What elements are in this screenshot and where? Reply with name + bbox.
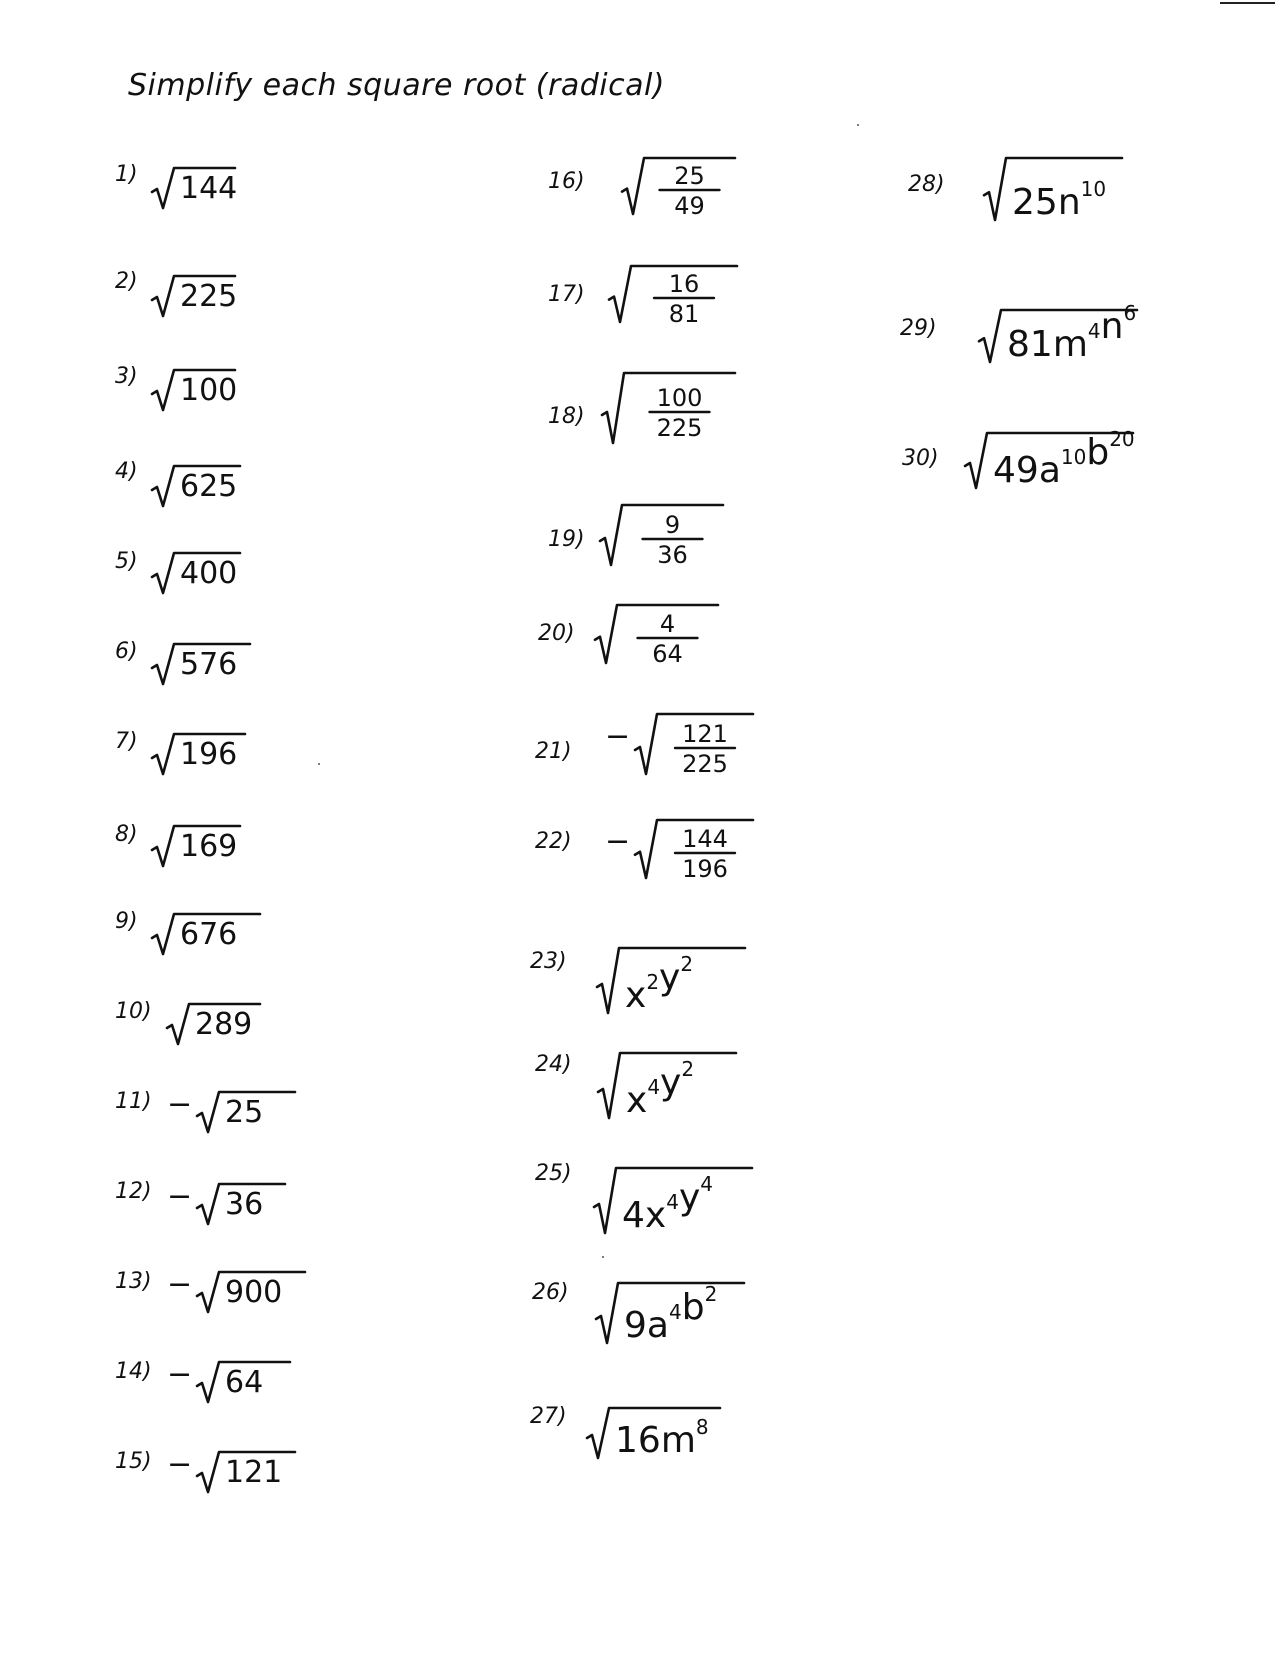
radicand: 900 [225, 1275, 283, 1310]
problem-number: 5) [115, 549, 138, 574]
radicand [626, 1057, 694, 1121]
numerator: 144 [682, 825, 728, 853]
radicand: 121 [225, 1455, 283, 1490]
denominator: 64 [652, 640, 683, 668]
numerator: 121 [682, 720, 728, 748]
minus-sign: − [605, 719, 631, 754]
problem-number: 20) [538, 621, 575, 646]
radicand [993, 427, 1135, 491]
coefficient: 9 [624, 1305, 647, 1346]
denominator: 81 [668, 300, 700, 328]
exponent: 4 [668, 1300, 682, 1324]
minus-sign: − [167, 1357, 193, 1392]
problem-number: 25) [535, 1161, 572, 1186]
radicand: 64 [225, 1365, 264, 1400]
problem-number: 11) [115, 1089, 152, 1114]
radical-expression [982, 150, 1142, 242]
radical-expression [600, 365, 755, 465]
radicand: 196 [180, 737, 238, 772]
radical-expression [150, 906, 280, 976]
numerator: 9 [664, 511, 681, 539]
exponent: 4 [1087, 319, 1101, 343]
radicand: 36 [225, 1187, 264, 1222]
minus-sign: − [167, 1179, 193, 1214]
radical-expression [593, 597, 738, 685]
problem-number: 27) [530, 1404, 567, 1429]
radical-expression [585, 1400, 740, 1480]
radicand: 100 [180, 373, 238, 408]
radical-expression [620, 150, 755, 236]
exponent: 6 [1123, 301, 1137, 325]
radical-expression [963, 425, 1153, 510]
scan-speck [857, 124, 859, 126]
numerator: 100 [656, 384, 703, 412]
denominator: 225 [656, 414, 703, 442]
variable: m [1052, 324, 1088, 365]
radical-expression [594, 1275, 764, 1365]
problem-number: 18) [548, 404, 585, 429]
minus-sign: − [167, 1447, 193, 1482]
problem-number: 10) [115, 999, 152, 1024]
problem-number: 2) [115, 269, 138, 294]
exponent: 8 [695, 1415, 709, 1439]
radicand: 625 [180, 469, 238, 504]
radical-expression [150, 726, 265, 796]
coefficient: 81 [1007, 324, 1053, 365]
variable: b [681, 1287, 705, 1328]
problem-number: 21) [535, 739, 572, 764]
radical-expression [150, 268, 255, 338]
variable: m [660, 1420, 696, 1461]
radical-expression [150, 160, 255, 230]
radical-expression [607, 258, 757, 344]
problem-number: 12) [115, 1179, 152, 1204]
variable: x [626, 1080, 648, 1121]
minus-sign: − [605, 824, 631, 859]
radicand [1012, 177, 1106, 223]
problem-number: 26) [532, 1280, 569, 1305]
radical-expression [150, 545, 260, 615]
problem-number: 7) [115, 729, 138, 754]
minus-sign: − [167, 1087, 193, 1122]
exponent: 20 [1109, 427, 1135, 451]
radicand: 676 [180, 917, 238, 952]
variable: n [1100, 306, 1124, 347]
variable: x [644, 1195, 667, 1236]
exponent: 10 [1060, 445, 1087, 469]
exponent: 2 [704, 1282, 718, 1306]
exponent: 4 [700, 1172, 713, 1196]
variable: y [678, 1177, 701, 1218]
radical-expression [598, 497, 743, 587]
radical-expression [150, 636, 270, 706]
radical-expression [633, 812, 773, 900]
denominator: 49 [674, 192, 705, 220]
coefficient: 16 [615, 1420, 661, 1461]
radicand: 289 [195, 1007, 253, 1042]
radical-expression [195, 1176, 305, 1246]
variable: a [646, 1305, 669, 1346]
radical-expression [195, 1444, 315, 1514]
radicand [615, 1415, 709, 1461]
exponent: 4 [666, 1190, 679, 1214]
variable: x [625, 975, 647, 1016]
coefficient: 4 [622, 1195, 645, 1236]
radicand [624, 1282, 717, 1346]
coefficient: 25 [1012, 182, 1058, 223]
problem-number: 19) [548, 527, 585, 552]
radical-expression [592, 1160, 772, 1255]
minus-sign: − [167, 1267, 193, 1302]
radical-expression [633, 706, 773, 796]
numerator: 25 [674, 162, 705, 190]
exponent: 10 [1080, 177, 1107, 201]
denominator: 36 [657, 541, 688, 569]
problem-number: 6) [115, 639, 138, 664]
problem-number: 1) [115, 162, 138, 187]
problem-number: 28) [908, 172, 945, 197]
problem-number: 3) [115, 364, 138, 389]
problem-number: 30) [902, 446, 939, 471]
problem-number: 16) [548, 169, 585, 194]
radicand: 576 [180, 647, 238, 682]
radical-expression [195, 1264, 325, 1334]
exponent: 2 [680, 952, 694, 976]
radical-expression [595, 940, 765, 1035]
problem-number: 17) [548, 282, 585, 307]
problem-number: 15) [115, 1449, 152, 1474]
radicand: 225 [180, 279, 238, 314]
exponent: 2 [646, 970, 660, 994]
worksheet-title: Simplify each square root (radical) [128, 68, 666, 103]
radical-expression [165, 996, 280, 1066]
exponent: 2 [681, 1057, 695, 1081]
scan-edge-mark [1220, 2, 1275, 4]
problem-number: 13) [115, 1269, 152, 1294]
radical-expression [977, 302, 1157, 384]
scan-speck [602, 1256, 604, 1258]
radical-expression [195, 1084, 315, 1154]
radical-expression [150, 362, 255, 432]
radical-expression [195, 1354, 310, 1424]
radicand: 400 [180, 556, 238, 591]
denominator: 225 [682, 750, 728, 778]
radicand: 169 [180, 829, 238, 864]
exponent: 4 [647, 1075, 661, 1099]
problem-number: 14) [115, 1359, 152, 1384]
problem-number: 9) [115, 909, 138, 934]
radicand: 144 [180, 171, 238, 206]
coefficient: 49 [993, 450, 1039, 491]
radical-expression [150, 458, 260, 528]
problem-number: 4) [115, 459, 138, 484]
scan-speck [318, 763, 320, 765]
numerator: 4 [659, 610, 676, 638]
variable: y [659, 957, 681, 998]
variable: n [1057, 182, 1081, 223]
problem-number: 8) [115, 822, 138, 847]
variable: y [660, 1062, 682, 1103]
denominator: 196 [682, 855, 728, 883]
radicand [625, 952, 693, 1016]
problem-number: 29) [900, 316, 937, 341]
problem-number: 22) [535, 829, 572, 854]
problem-number: 24) [535, 1052, 572, 1077]
radicand: 25 [225, 1095, 264, 1130]
numerator: 16 [668, 270, 700, 298]
variable: a [1038, 450, 1061, 491]
variable: b [1086, 432, 1110, 473]
problem-number: 23) [530, 949, 567, 974]
radical-expression [596, 1045, 756, 1140]
radicand [622, 1172, 713, 1236]
radical-expression [150, 818, 260, 888]
